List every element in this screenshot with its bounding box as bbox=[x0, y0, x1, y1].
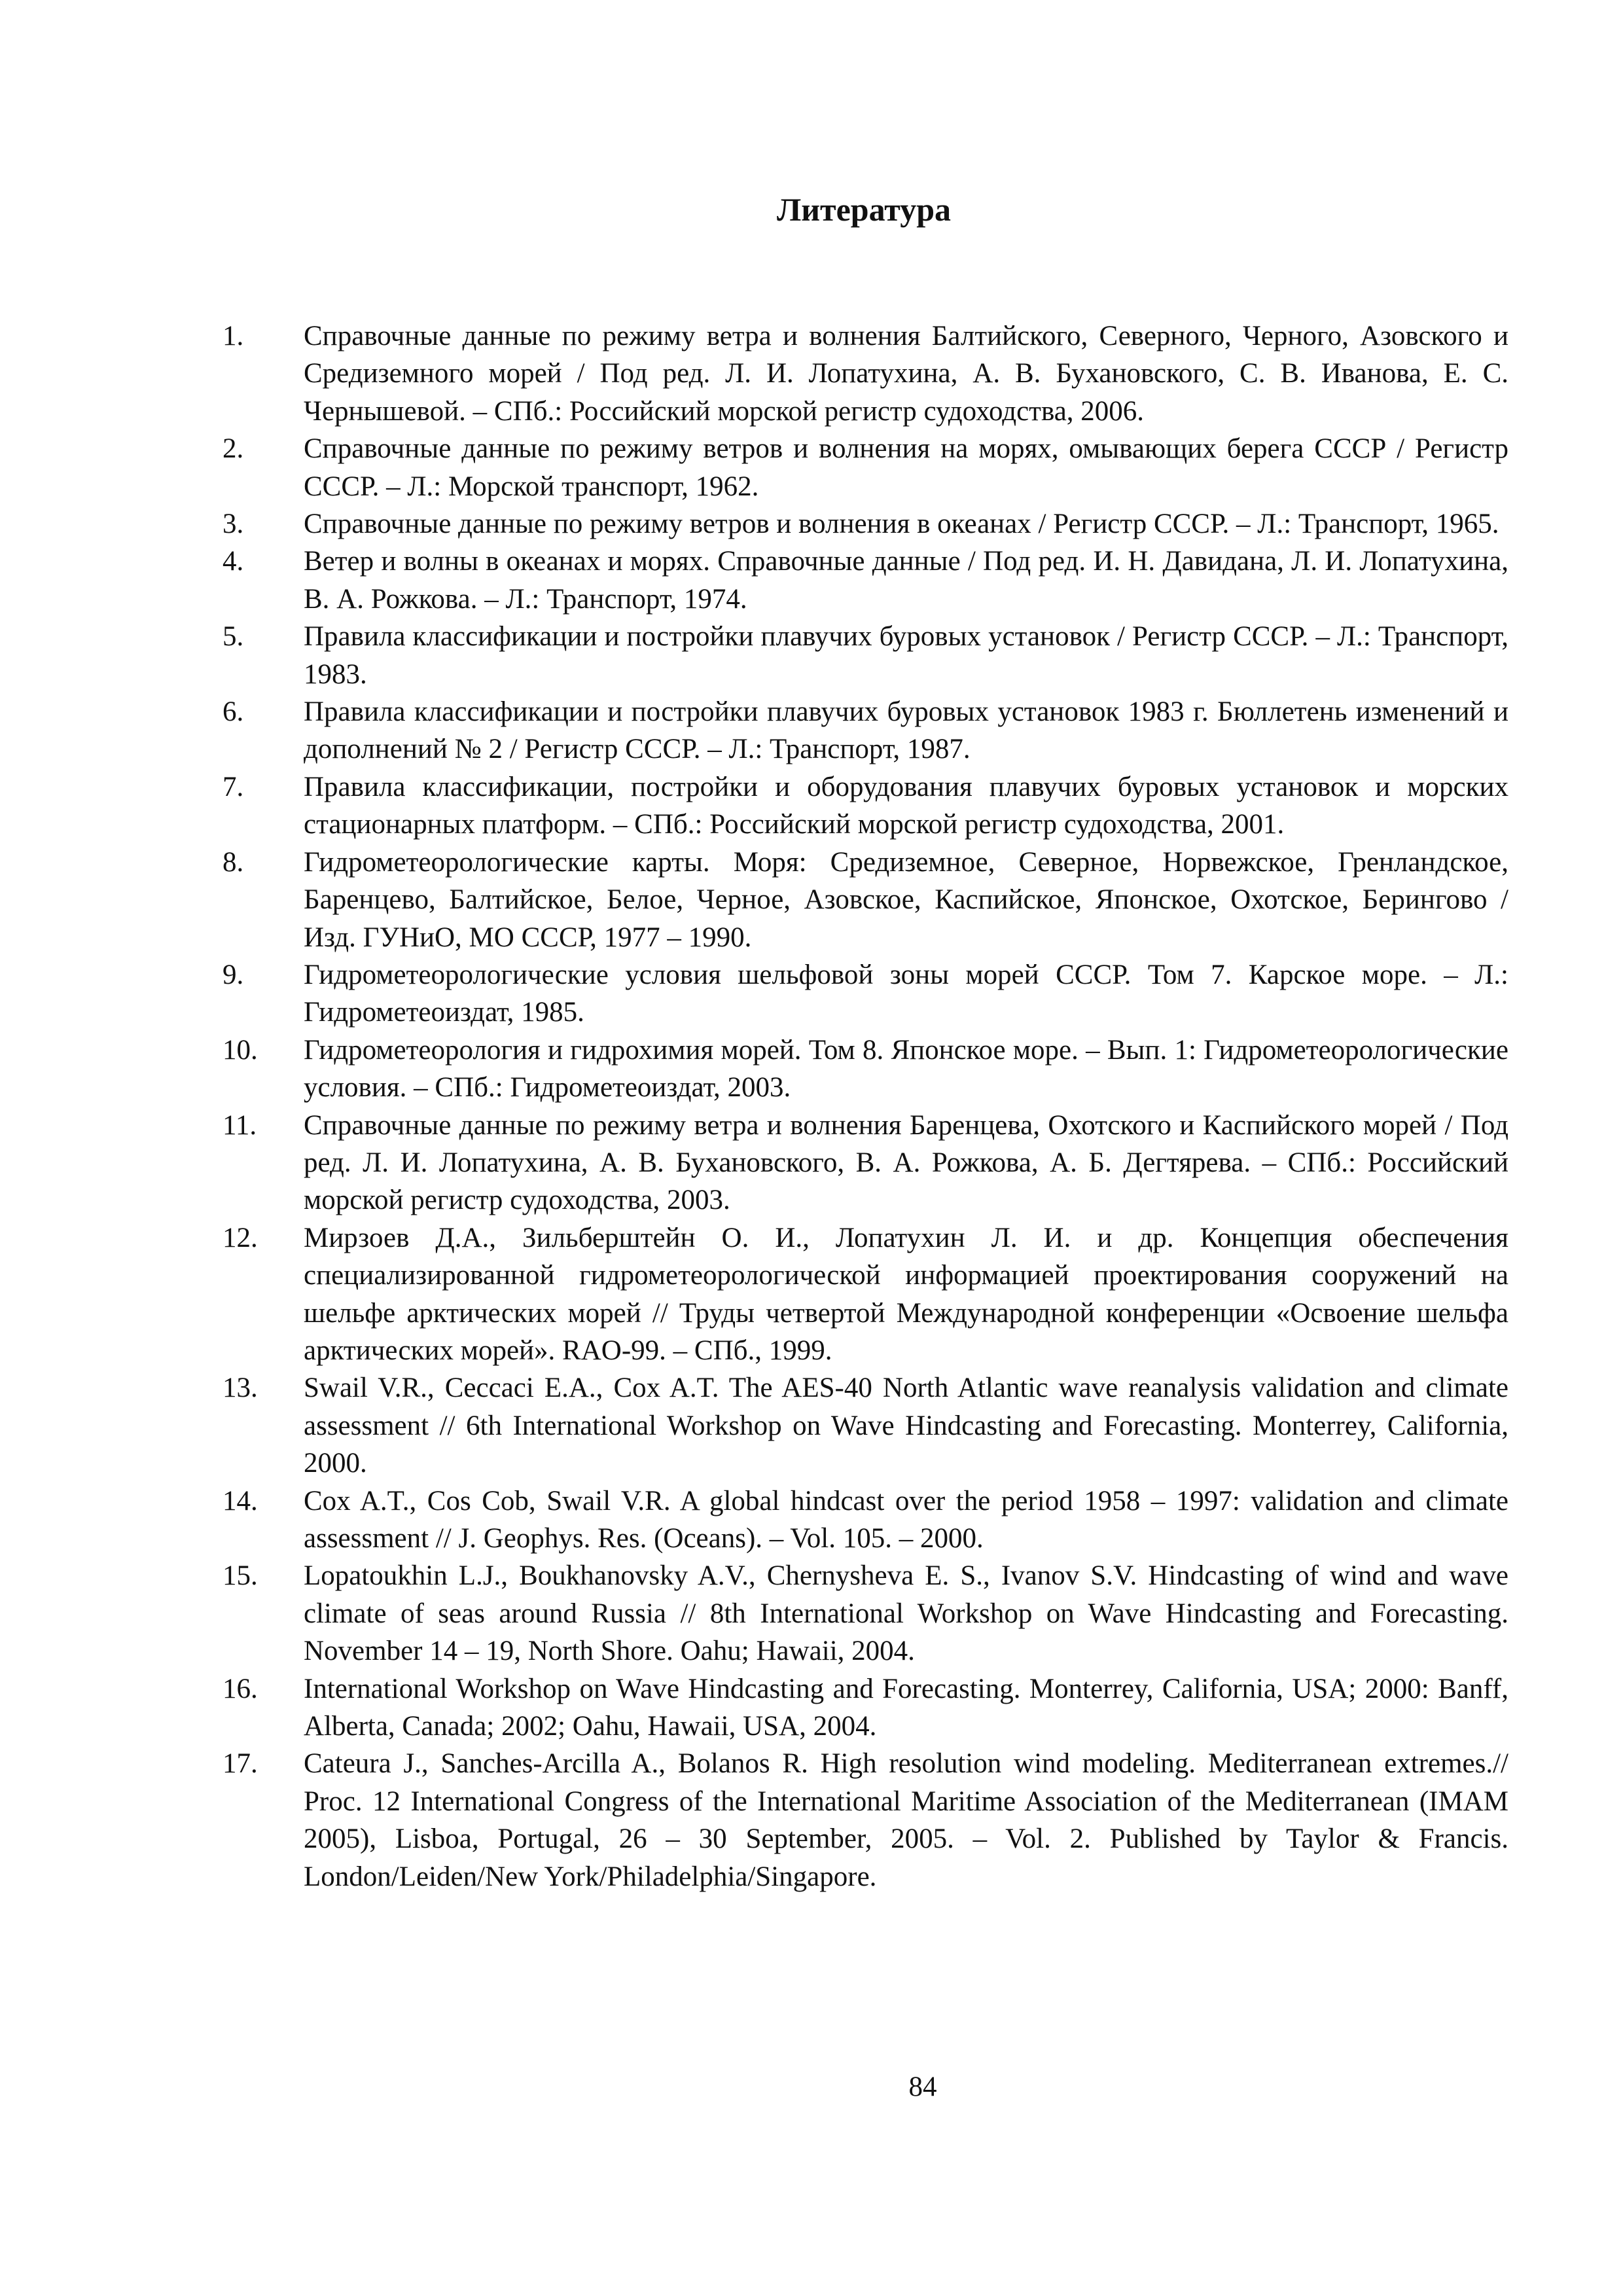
reference-text: Cateura J., Sanches-Arcilla A., Bolanos R. High resolution wind modeling. Mediterranean extremes.// Proc. 12 International Congress of the International Maritime Association of the Mediterranean (IMAM 2005), Lisboa, Portugal, 26 – 30 September, 2005. – Vol. 2. Published by Taylor & Francis. London/Leiden/New York/Philadelphia/Singapore. bbox=[304, 1748, 1508, 1892]
reference-text: Мирзоев Д.А., Зильберштейн О. И., Лопатухин Л. И. и др. Концепция обеспечения специализированной гидрометеорологической информацией проектирования сооружений на шельфе арктических морей // Труды четвертой Международной конференции «Освоение шельфа арктических морей». RAO-99. – СПб., 1999. bbox=[304, 1222, 1508, 1366]
reference-item bbox=[223, 693, 1508, 768]
reference-item bbox=[223, 1031, 1508, 1107]
reference-item bbox=[223, 618, 1508, 693]
reference-item bbox=[223, 768, 1508, 844]
reference-item bbox=[223, 1369, 1508, 1482]
reference-text: International Workshop on Wave Hindcasting and Forecasting. Monterrey, California, USA; 2000: Banff, Alberta, Canada; 2002; Oahu, Hawaii, USA, 2004. bbox=[304, 1673, 1508, 1742]
reference-text: Swail V.R., Ceccaci E.A., Cox A.T. The AES-40 North Atlantic wave reanalysis validation and climate assessment // 6th International Workshop on Wave Hindcasting and Forecasting. Monterrey, California, 2000. bbox=[304, 1372, 1508, 1479]
reference-number: 8. bbox=[223, 846, 244, 878]
reference-text: Гидрометеорологические условия шельфовой зоны морей СССР. Том 7. Карское море. – Л.: Гидрометеоиздат, 1985. bbox=[304, 959, 1508, 1028]
reference-item bbox=[223, 844, 1508, 956]
reference-item bbox=[223, 1670, 1508, 1746]
reference-item bbox=[223, 317, 1508, 430]
reference-number: 7. bbox=[223, 771, 244, 802]
reference-text: Правила классификации и постройки плавучих буровых установок / Регистр СССР. – Л.: Транспорт, 1983. bbox=[304, 621, 1508, 690]
reference-number: 9. bbox=[223, 959, 244, 990]
reference-list bbox=[223, 317, 1508, 1895]
reference-text: Справочные данные по режиму ветра и волнения Балтийского, Северного, Черного, Азовского и Средиземного морей / Под ред. Л. И. Лопатухина, А. В. Бухановского, С. В. Иванова, Е. С. Чернышевой. – СПб.: Российский морской регистр судоходства, 2006. bbox=[304, 321, 1508, 427]
reference-number: 13. bbox=[223, 1372, 258, 1404]
page-title: Литература bbox=[776, 191, 952, 228]
reference-item bbox=[223, 1107, 1508, 1219]
reference-item bbox=[223, 1557, 1508, 1670]
reference-number: 3. bbox=[223, 509, 244, 540]
reference-text: Справочные данные по режиму ветра и волнения Баренцева, Охотского и Каспийского морей / Под ред. Л. И. Лопатухина, А. В. Бухановского, В. А. Рожкова, А. Б. Дегтярева. – СПб.: Российский морской регистр судоходства, 2003. bbox=[304, 1109, 1508, 1216]
reference-number: 16. bbox=[223, 1673, 258, 1704]
reference-text: Правила классификации, постройки и оборудования плавучих буровых установок и морских стационарных платформ. – СПб.: Российский морской регистр судоходства, 2001. bbox=[304, 771, 1508, 840]
reference-number: 10. bbox=[223, 1034, 258, 1066]
reference-item bbox=[223, 505, 1508, 543]
reference-text: Правила классификации и постройки плавучих буровых установок 1983 г. Бюллетень изменений и дополнений № 2 / Регистр СССР. – Л.: Транспорт, 1987. bbox=[304, 696, 1508, 765]
reference-number: 15. bbox=[223, 1560, 258, 1592]
reference-number: 5. bbox=[223, 621, 244, 653]
reference-number: 6. bbox=[223, 696, 244, 728]
reference-number: 4. bbox=[223, 546, 244, 577]
reference-text: Справочные данные по режиму ветров и волнения на морях, омывающих берега СССР / Регистр СССР. – Л.: Морской транспорт, 1962. bbox=[304, 433, 1508, 502]
page-number: 84 bbox=[908, 2072, 937, 2102]
reference-item bbox=[223, 1482, 1508, 1558]
reference-item bbox=[223, 956, 1508, 1031]
reference-number: 17. bbox=[223, 1748, 258, 1780]
reference-number: 14. bbox=[223, 1485, 258, 1516]
reference-text: Справочные данные по режиму ветров и волнения в океанах / Регистр СССР. – Л.: Транспорт, 1965. bbox=[304, 509, 1499, 540]
reference-text: Cox A.T., Cos Cob, Swail V.R. A global hindcast over the period 1958 – 1997: validation and climate assessment // J. Geophys. Res. (Oceans). – Vol. 105. – 2000. bbox=[304, 1485, 1508, 1554]
reference-number: 11. bbox=[223, 1109, 257, 1141]
reference-number: 12. bbox=[223, 1222, 258, 1253]
reference-text: Lopatoukhin L.J., Boukhanovsky A.V., Chernysheva E. S., Ivanov S.V. Hindcasting of wind and wave climate of seas around Russia // 8th International Workshop on Wave Hindcasting and Forecasting. November 14 – 19, North Shore. Oahu; Hawaii, 2004. bbox=[304, 1560, 1508, 1667]
reference-number: 1. bbox=[223, 321, 244, 351]
reference-item bbox=[223, 1219, 1508, 1370]
reference-text: Гидрометеорологические карты. Моря: Средиземное, Северное, Норвежское, Гренландское, Баренцево, Балтийское, Белое, Черное, Азовское, Каспийское, Японское, Охотское, Берингово / Изд. ГУНиО, МО СССР, 1977 – 1990. bbox=[304, 846, 1508, 953]
reference-item bbox=[223, 430, 1508, 505]
reference-text: Гидрометеорология и гидрохимия морей. Том 8. Японское море. – Вып. 1: Гидрометеорологические условия. – СПб.: Гидрометеоиздат, 2003. bbox=[304, 1034, 1508, 1103]
reference-item bbox=[223, 1745, 1508, 1895]
reference-text: Ветер и волны в океанах и морях. Справочные данные / Под ред. И. Н. Давидана, Л. И. Лопатухина, В. А. Рожкова. – Л.: Транспорт, 1974. bbox=[304, 546, 1508, 615]
reference-number: 2. bbox=[223, 433, 244, 465]
reference-item bbox=[223, 543, 1508, 618]
